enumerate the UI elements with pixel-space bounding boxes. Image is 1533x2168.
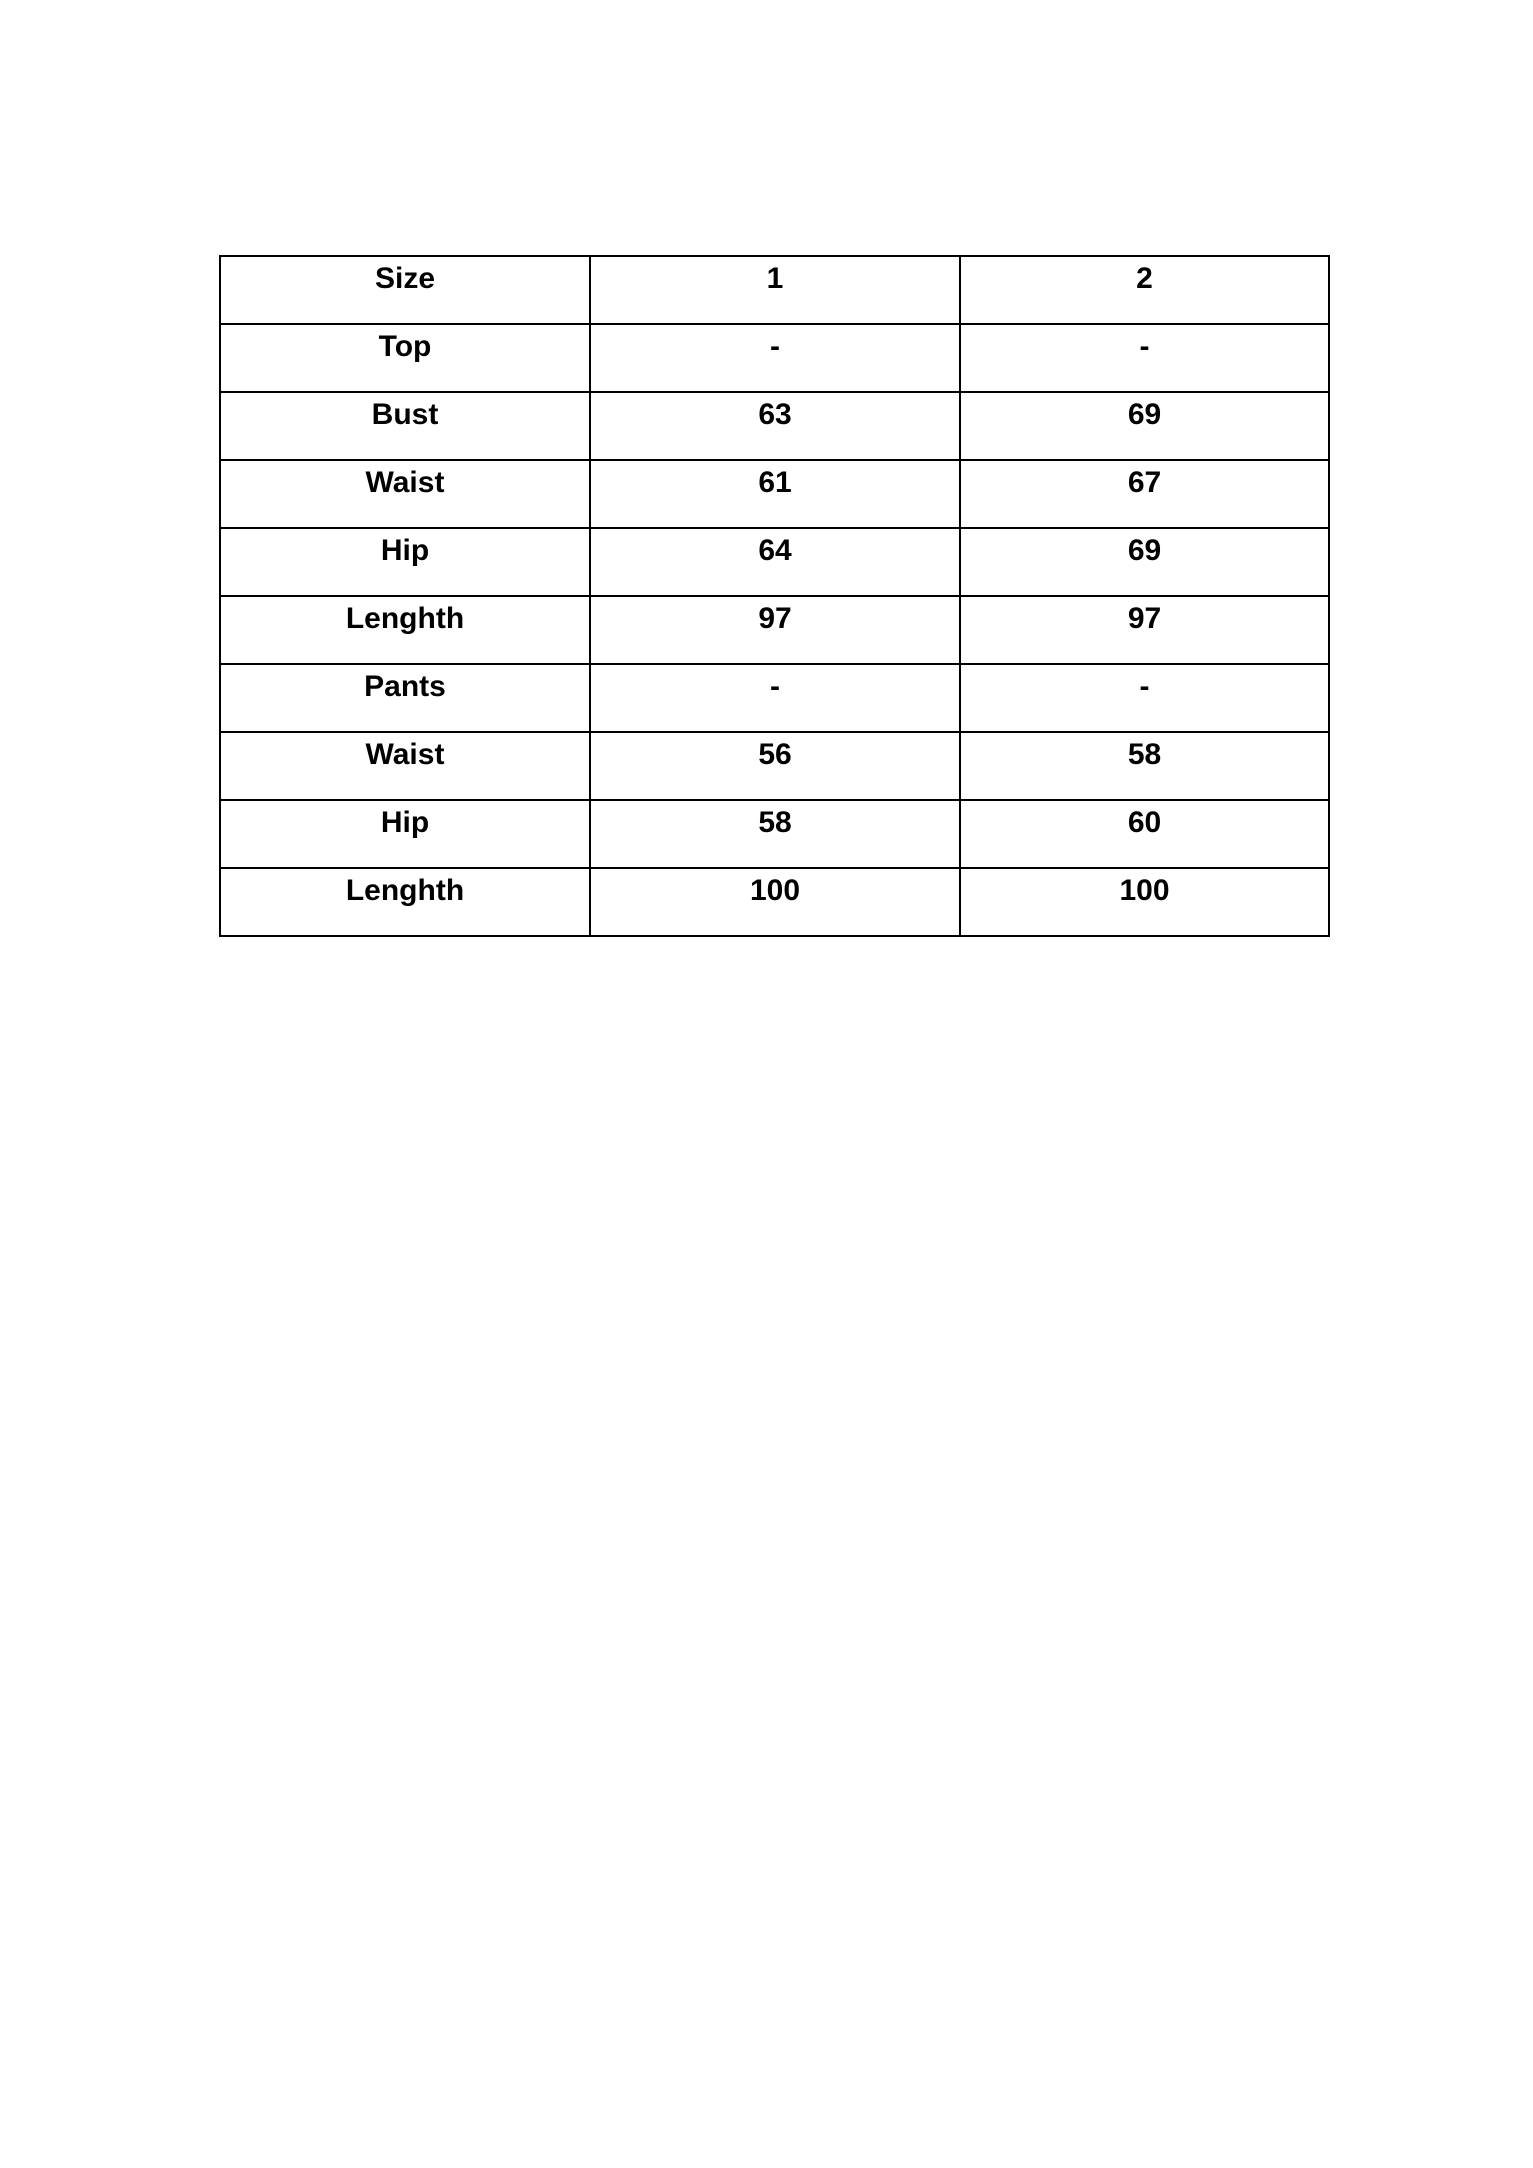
table-row — [220, 324, 1329, 392]
table-row — [220, 528, 1329, 596]
value-cell — [960, 868, 1329, 936]
value-cell — [590, 528, 960, 596]
cell-value: 100 — [749, 874, 801, 907]
row-label: Hip — [380, 534, 430, 567]
header-cell-size-2 — [960, 256, 1329, 324]
value-cell — [590, 324, 960, 392]
cell-value: 100 — [1119, 874, 1170, 907]
row-label-cell — [220, 596, 590, 664]
cell-value: 61 — [758, 466, 792, 499]
size-chart-table — [219, 255, 1330, 937]
header-label-size-2: 2 — [1136, 262, 1153, 295]
header-label-size-1: 1 — [766, 262, 784, 295]
row-label: Waist — [365, 738, 445, 771]
cell-value: 56 — [758, 738, 792, 771]
value-cell — [590, 460, 960, 528]
row-label: Bust — [371, 398, 439, 431]
header-label-size: Size — [374, 262, 436, 295]
value-cell — [960, 528, 1329, 596]
cell-value: 58 — [1127, 738, 1162, 771]
table-row — [220, 868, 1329, 936]
table-row — [220, 460, 1329, 528]
table-row — [220, 664, 1329, 732]
row-label: Waist — [365, 466, 445, 499]
table-header-row — [220, 256, 1329, 324]
row-label-cell — [220, 460, 590, 528]
value-cell — [960, 460, 1329, 528]
cell-value: 60 — [1127, 806, 1162, 839]
cell-value: - — [770, 670, 780, 703]
value-cell — [590, 868, 960, 936]
row-label-cell — [220, 868, 590, 936]
table-row — [220, 596, 1329, 664]
row-label-cell — [220, 392, 590, 460]
row-label: Pants — [364, 670, 446, 703]
value-cell — [590, 800, 960, 868]
cell-value: 97 — [1127, 602, 1162, 635]
value-cell — [960, 800, 1329, 868]
row-label-cell — [220, 800, 590, 868]
value-cell — [590, 596, 960, 664]
row-label-cell — [220, 664, 590, 732]
row-label-cell — [220, 732, 590, 800]
cell-value: 64 — [758, 534, 792, 567]
value-cell — [960, 596, 1329, 664]
value-cell — [590, 732, 960, 800]
value-cell — [960, 664, 1329, 732]
row-label: Lenghth — [345, 602, 465, 635]
value-cell — [590, 664, 960, 732]
table-row — [220, 392, 1329, 460]
row-label: Top — [378, 330, 432, 363]
row-label-cell — [220, 324, 590, 392]
table-row — [220, 800, 1329, 868]
cell-value: 58 — [758, 806, 792, 839]
cell-value: - — [1139, 670, 1150, 703]
cell-value: 97 — [758, 602, 792, 635]
cell-value: 69 — [1127, 534, 1162, 567]
value-cell — [960, 732, 1329, 800]
cell-value: 69 — [1127, 398, 1162, 431]
row-label: Hip — [380, 806, 430, 839]
header-cell-size-1 — [590, 256, 960, 324]
cell-value: 63 — [758, 398, 792, 431]
value-cell — [960, 324, 1329, 392]
cell-value: 67 — [1127, 466, 1162, 499]
cell-value: - — [1139, 330, 1150, 363]
cell-value: - — [770, 330, 780, 363]
row-label-cell — [220, 528, 590, 596]
value-cell — [960, 392, 1329, 460]
table-row — [220, 732, 1329, 800]
row-label: Lenghth — [345, 874, 465, 907]
value-cell — [590, 392, 960, 460]
header-cell-size — [220, 256, 590, 324]
